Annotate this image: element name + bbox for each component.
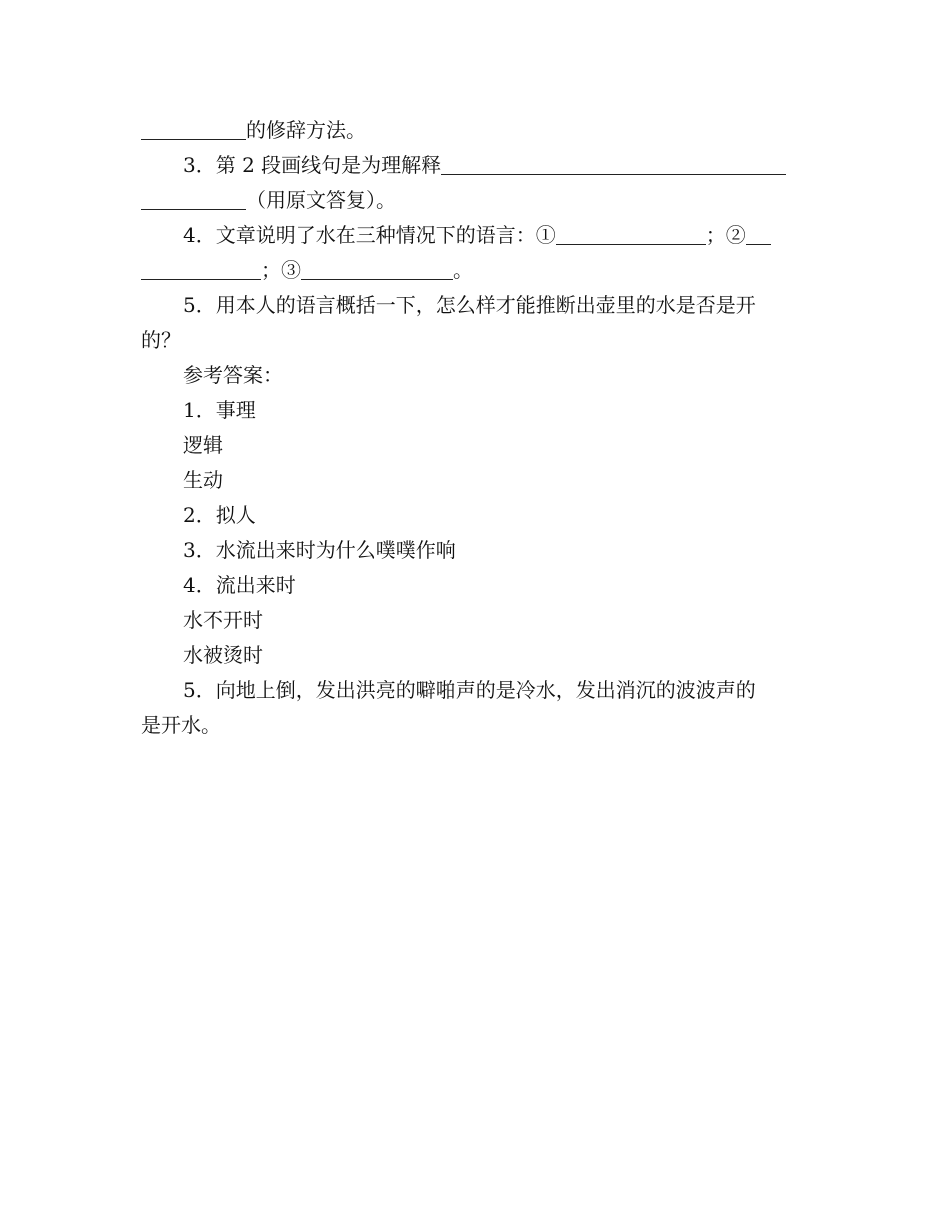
question-2-tail-text: 的修辞方法。 xyxy=(246,118,366,142)
question-3 xyxy=(141,148,811,183)
question-3-continued xyxy=(141,183,811,218)
document-body xyxy=(141,113,811,743)
answer-5: 5．向地上倒，发出洪亮的噼啪声的是冷水，发出消沉的波波声的 xyxy=(183,678,756,702)
question-5-continued: 的？ xyxy=(141,328,181,352)
question-4-end: 。 xyxy=(453,258,473,282)
question-4-text: 4．文章说明了水在三种情况下的语言：① xyxy=(183,223,556,247)
answer-1-c: 生动 xyxy=(183,468,223,492)
question-3-suffix: （用原文答复）。 xyxy=(246,188,396,212)
answer-blank-1[interactable] xyxy=(556,222,706,245)
question-3-text: 3．第 2 段画线句是为理解释 xyxy=(183,153,442,177)
answer-2: 2．拟人 xyxy=(183,503,256,527)
question-5: 5．用本人的语言概括一下，怎么样才能推断出壶里的水是否是开 xyxy=(183,293,756,317)
answer-1: 1．事理 xyxy=(183,398,256,422)
answer-3: 3．水流出来时为什么噗噗作响 xyxy=(183,538,456,562)
answers-heading: 参考答案： xyxy=(183,363,283,387)
answer-4-c: 水被烫时 xyxy=(183,643,263,667)
answer-1-b: 逻辑 xyxy=(183,433,223,457)
answer-blank[interactable] xyxy=(141,187,246,210)
question-4-continued xyxy=(141,253,811,288)
answer-blank-3[interactable] xyxy=(301,257,453,280)
question-4-separator-3: ；③ xyxy=(261,258,301,282)
answer-4-b: 水不开时 xyxy=(183,608,263,632)
answer-5-continued: 是开水。 xyxy=(141,713,221,737)
answer-4: 4．流出来时 xyxy=(183,573,296,597)
answer-blank-2[interactable] xyxy=(746,222,771,245)
answer-blank[interactable] xyxy=(141,117,246,140)
question-4-separator-2: ；② xyxy=(705,223,746,247)
answer-blank[interactable] xyxy=(441,152,786,175)
answer-blank-2-continued[interactable] xyxy=(141,257,261,280)
question-4 xyxy=(141,218,811,253)
question-2-tail xyxy=(141,113,811,148)
